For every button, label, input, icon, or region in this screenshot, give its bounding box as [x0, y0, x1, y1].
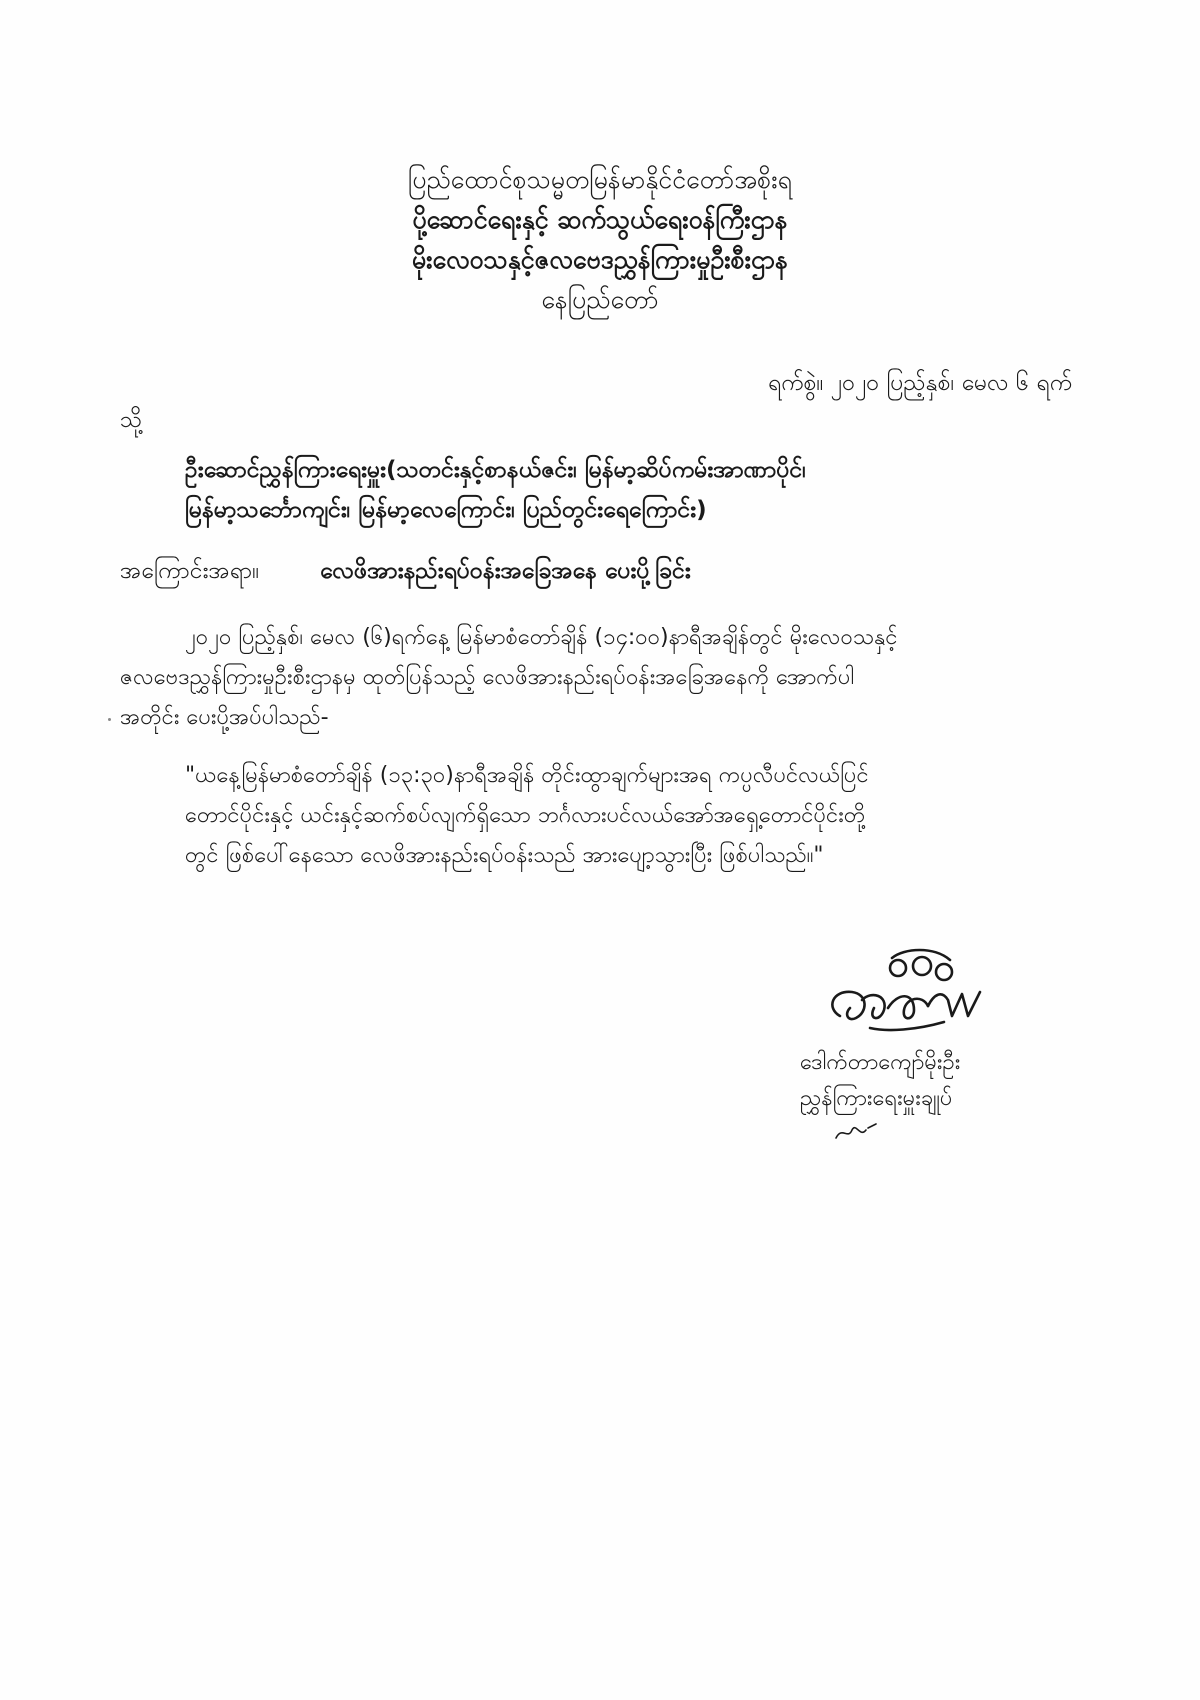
to-label: သို့: [120, 407, 143, 433]
scan-mark: [108, 718, 111, 721]
subject-text: လေဖိအားနည်းရပ်ဝန်းအခြေအနေ ပေးပို့ခြင်း: [320, 558, 691, 584]
signer-name: ဒေါက်တာကျော်မိုးဦး: [800, 1050, 961, 1075]
signer-block: [800, 1045, 1100, 1117]
body-line-1: ၂၀၂၀ ပြည့်နှစ်၊ မေလ (၆)ရက်နေ့ မြန်မာစံတော်ချိန် (၁၄:၀၀)နာရီအချိန်တွင် မိုးလေဝသနှင့်: [185, 625, 898, 650]
handwritten-signature: [818, 938, 998, 1048]
body-line-2: ဇလဗေဒညွှန်ကြားမှုဦးစီးဌာနမှ ထုတ်ပြန်သည့် လေဖိအားနည်းရပ်ဝန်းအခြေအနေကို အောက်ပါ: [120, 665, 855, 690]
quote-line-1: "ယနေ့မြန်မာစံတော်ချိန် (၁၃:၃၀)နာရီအချိန် တိုင်းထွာချက်များအရ ကပ္ပလီပင်လယ်ပြင်: [185, 763, 869, 788]
body-paragraph: [120, 618, 1080, 738]
letterhead-government: ပြည်ထောင်စုသမ္မတမြန်မာနိုင်ငံတော်အစိုးရ: [408, 165, 792, 194]
letterhead-ministry: ပို့ဆောင်ရေးနှင့် ဆက်သွယ်ရေးဝန်ကြီးဌာန: [412, 205, 788, 234]
subject-label: အကြောင်းအရာ။: [120, 558, 260, 584]
subject: [120, 556, 1080, 590]
letterhead-department: မိုးလေဝသနှင့်ဇလဗေဒညွှန်ကြားမှုဦးစီးဌာန: [411, 245, 789, 274]
quote-line-3: တွင် ဖြစ်ပေါ်နေသော လေဖိအားနည်းရပ်ဝန်းသည် အားပျော့သွားပြီး ဖြစ်ပါသည်။": [185, 843, 824, 868]
quote-line-2: တောင်ပိုင်းနှင့် ယင်းနှင့်ဆက်စပ်လျက်ရှိသော ဘင်္ဂလားပင်လယ်အော်အရှေ့တောင်ပိုင်းတို့: [185, 803, 866, 828]
letterhead-city: နေပြည်တော်: [541, 285, 659, 314]
quoted-bulletin: [120, 756, 1080, 876]
letterhead: [0, 160, 1200, 320]
recipients: [185, 450, 1085, 530]
signer-title: ညွှန်ကြားရေးမှူးချုပ်: [800, 1086, 953, 1111]
body-line-3: အတိုင်း ပေးပို့အပ်ပါသည်-: [120, 705, 329, 730]
letter-date: ရက်စွဲ။ ၂၀၂၀ ပြည့်နှစ်၊ မေလ ၆ ရက်: [767, 370, 1072, 396]
handwritten-initials: [832, 1118, 882, 1148]
recipients-line-2: မြန်မာ့သင်္ဘောကျင်း၊ မြန်မာ့လေကြောင်း၊ ပြည်တွင်းရေကြောင်း): [185, 497, 707, 523]
recipients-line-1: ဦးဆောင်ညွှန်ကြားရေးမှူး(သတင်းနှင့်စာနယ်ဇင်း၊ မြန်မာ့ဆိပ်ကမ်းအာဏာပိုင်၊: [185, 457, 806, 483]
